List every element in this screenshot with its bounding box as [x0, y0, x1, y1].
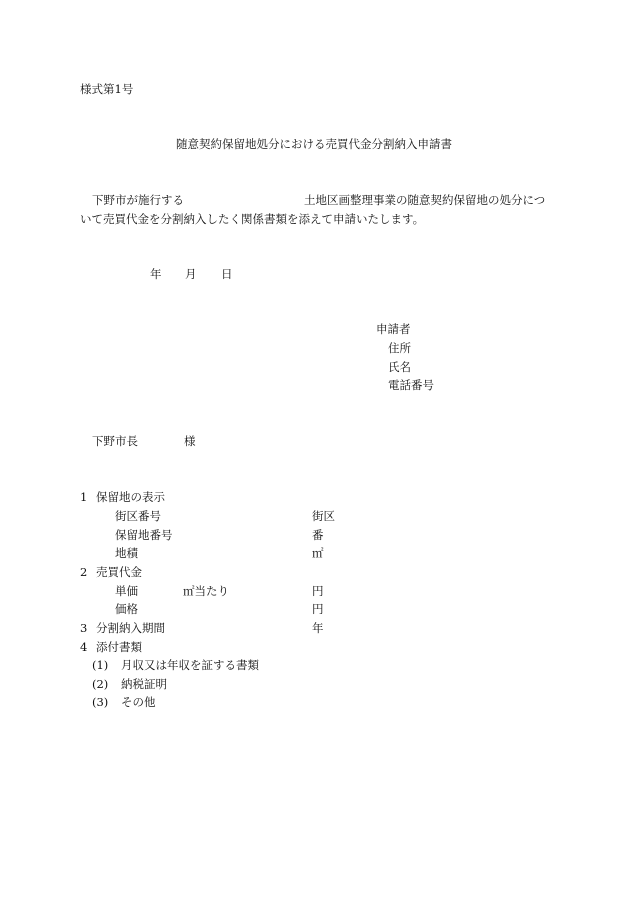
- item3-label: 分割納入期間: [96, 621, 165, 635]
- item4-number: 4: [80, 640, 88, 654]
- attachment3-number: (3): [92, 695, 109, 709]
- item3-number: 3: [80, 621, 88, 635]
- intro-line1-part1: 下野市が施行する: [92, 193, 184, 207]
- item2-label: 売買代金: [96, 565, 142, 579]
- attachment3-label: その他: [121, 695, 156, 709]
- item1-label: 保留地の表示: [96, 490, 165, 504]
- unit-price-per-area: ㎡当たり: [183, 584, 229, 598]
- attachment2-number: (2): [92, 677, 109, 691]
- block-number-unit: 街区: [312, 509, 335, 523]
- installment-period-unit: 年: [312, 621, 324, 635]
- item2-number: 2: [80, 565, 88, 579]
- addressee-honorific: 様: [184, 434, 196, 448]
- item1-number: 1: [80, 490, 88, 504]
- intro-line1-part2: 土地区画整理事業の随意契約保留地の処分につ: [304, 193, 546, 207]
- land-area-unit: ㎡: [312, 546, 324, 560]
- item4-label: 添付書類: [96, 640, 142, 654]
- date-day: 日: [221, 267, 233, 281]
- reserved-land-number-label: 保留地番号: [115, 528, 173, 542]
- reserved-land-number-unit: 番: [312, 528, 324, 542]
- intro-line2: いて売買代金を分割納入したく関係書類を添えて申請いたします。: [80, 212, 425, 226]
- document-title: 随意契約保留地処分における売買代金分割納入申請書: [176, 137, 452, 151]
- applicant-address-label: 住所: [388, 341, 411, 355]
- block-number-label: 街区番号: [115, 509, 161, 523]
- applicant-phone-label: 電話番号: [388, 378, 434, 392]
- form-number: 様式第1号: [80, 82, 134, 96]
- attachment1-label: 月収又は年収を証する書類: [121, 658, 259, 672]
- applicant-name-label: 氏名: [388, 360, 411, 374]
- unit-price-unit: 円: [312, 584, 324, 598]
- date-month: 月: [185, 267, 197, 281]
- attachment1-number: (1): [92, 658, 109, 672]
- price-label: 価格: [115, 602, 138, 616]
- unit-price-label: 単価: [115, 584, 138, 598]
- date-year: 年: [150, 267, 162, 281]
- addressee-name: 下野市長: [92, 434, 138, 448]
- applicant-heading: 申請者: [376, 322, 411, 336]
- attachment2-label: 納税証明: [121, 677, 167, 691]
- price-unit: 円: [312, 602, 324, 616]
- land-area-label: 地積: [115, 546, 138, 560]
